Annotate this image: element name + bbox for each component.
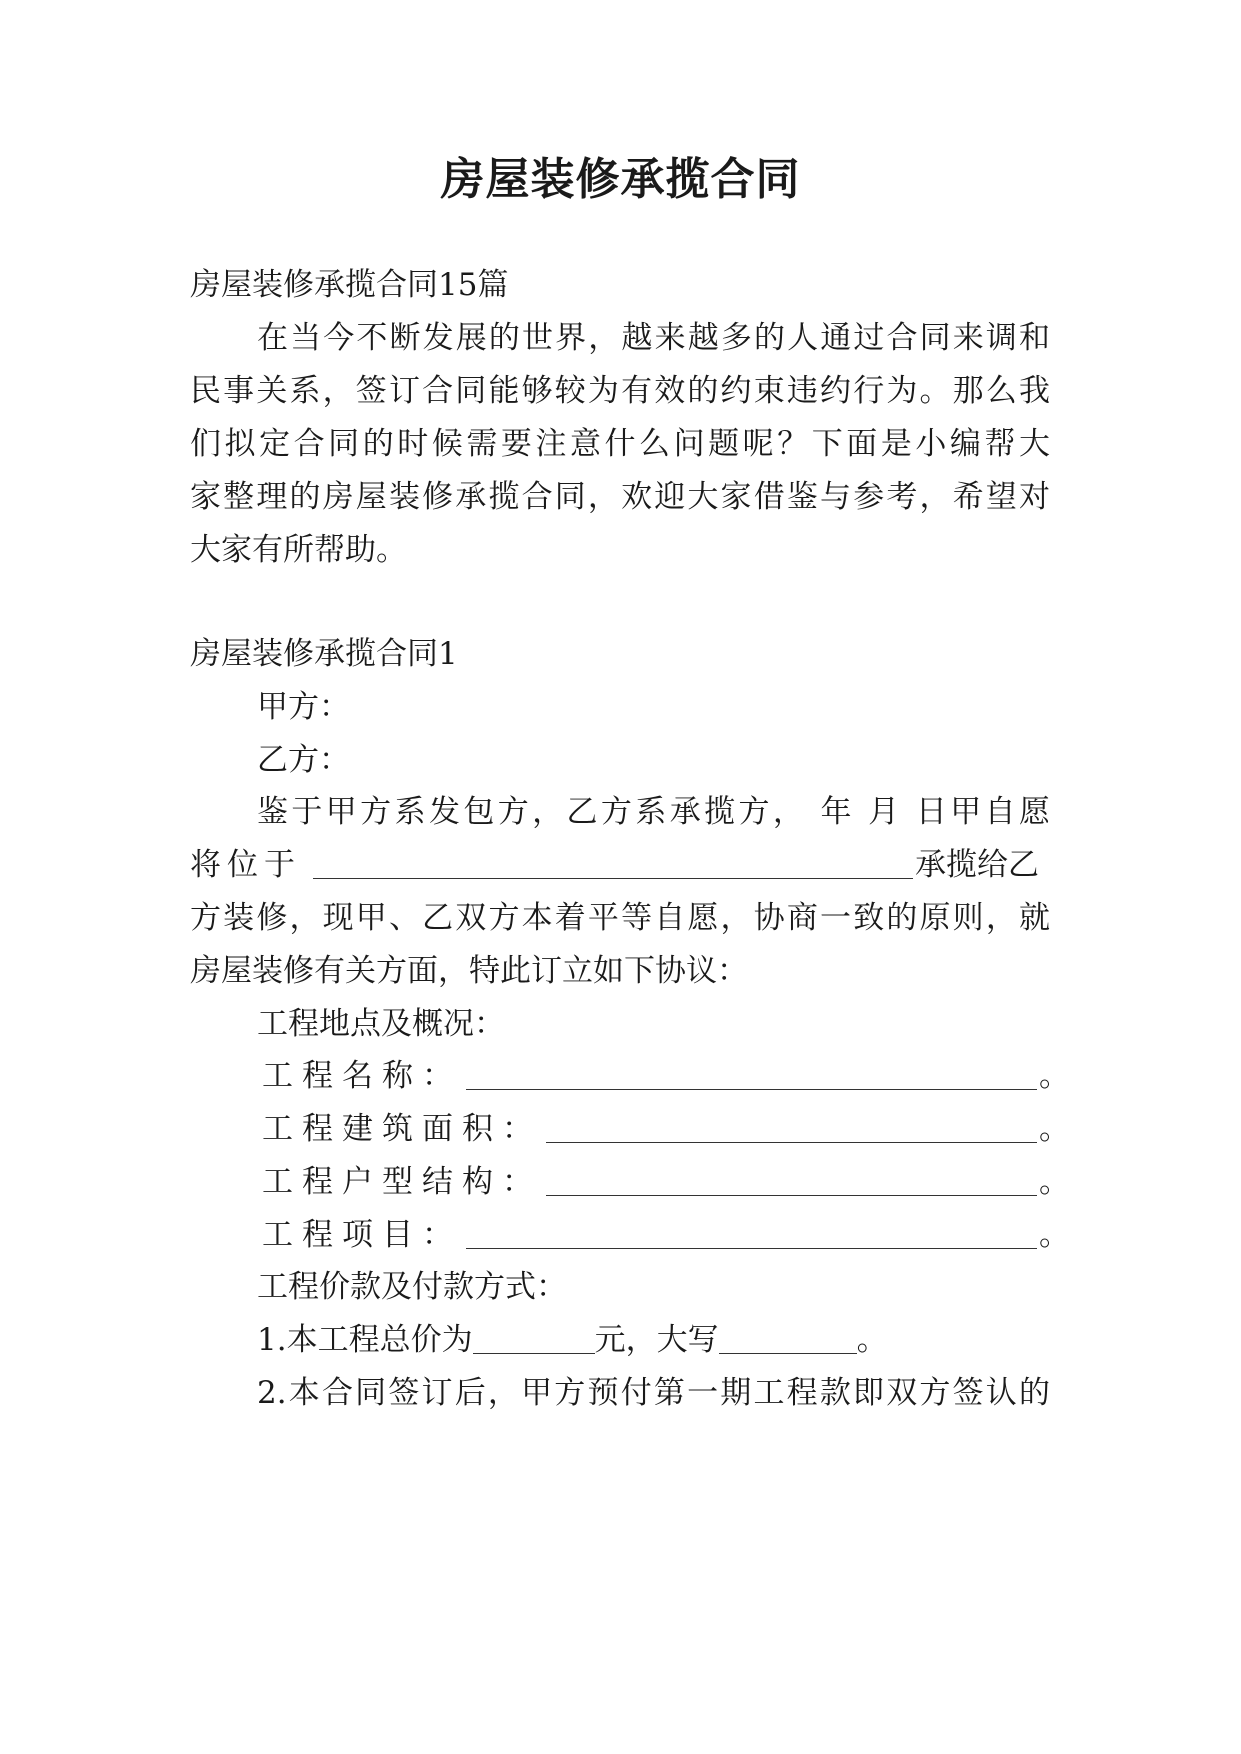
field-project-items (262, 1215, 1070, 1255)
document-subtitle: 房屋装修承揽合同15篇 (190, 267, 509, 303)
payment-item-1-text-b: 元，大写 (594, 1322, 719, 1358)
payment-item-1-text-c: 。 (856, 1322, 888, 1358)
section-heading: 房屋装修承揽合同1 (190, 636, 458, 672)
field-end-mark: 。 (1039, 1164, 1070, 1200)
recital-line-1: 鉴于甲方系发包方，乙方系承揽方， 年 月 日甲自愿 (257, 794, 1050, 830)
address-row (190, 845, 1050, 885)
field-label: 工程建筑面积： (262, 1111, 542, 1147)
address-label: 将位于 (190, 847, 301, 883)
field-blank[interactable] (546, 1165, 1037, 1196)
recital-line-3: 方装修，现甲、乙双方本着平等自愿，协商一致的原则，就 (190, 900, 1050, 936)
payment-item-2: 2.本合同签订后，甲方预付第一期工程款即双方签认的 (257, 1375, 1050, 1411)
field-end-mark: 。 (1039, 1217, 1070, 1253)
address-blank[interactable] (313, 848, 913, 879)
field-layout-structure (262, 1162, 1070, 1202)
party-b-label: 乙方： (257, 742, 350, 778)
field-end-mark: 。 (1039, 1058, 1070, 1094)
field-label: 工程项目： (262, 1217, 462, 1253)
intro-line-4: 家整理的房屋装修承揽合同，欢迎大家借鉴与参考，希望对 (190, 479, 1050, 515)
intro-line-2: 民事关系，签订合同能够较为有效的约束违约行为。那么我 (190, 373, 1050, 409)
document-title: 房屋装修承揽合同 (440, 154, 801, 205)
party-a-label: 甲方： (257, 689, 350, 725)
payment-heading: 工程价款及付款方式： (257, 1269, 567, 1305)
field-blank[interactable] (466, 1218, 1037, 1249)
intro-line-5: 大家有所帮助。 (190, 532, 407, 568)
intro-line-3: 们拟定合同的时候需要注意什么问题呢？下面是小编帮大 (190, 426, 1050, 462)
field-project-name (262, 1056, 1070, 1096)
intro-line-1: 在当今不断发展的世界，越来越多的人通过合同来调和 (257, 320, 1050, 356)
project-heading: 工程地点及概况： (257, 1006, 505, 1042)
field-label: 工程户型结构： (262, 1164, 542, 1200)
payment-item-1 (257, 1320, 888, 1360)
recital-line-4: 房屋装修有关方面，特此订立如下协议： (190, 953, 748, 989)
total-price-words-blank[interactable] (719, 1325, 857, 1354)
address-row-end: 承揽给乙 (915, 847, 1039, 883)
field-building-area (262, 1109, 1070, 1149)
payment-item-1-text-a: 1.本工程总价为 (257, 1322, 473, 1358)
field-end-mark: 。 (1039, 1111, 1070, 1147)
field-label: 工程名称： (262, 1058, 462, 1094)
field-blank[interactable] (466, 1059, 1037, 1090)
field-blank[interactable] (546, 1112, 1037, 1143)
total-price-blank[interactable] (473, 1325, 595, 1354)
